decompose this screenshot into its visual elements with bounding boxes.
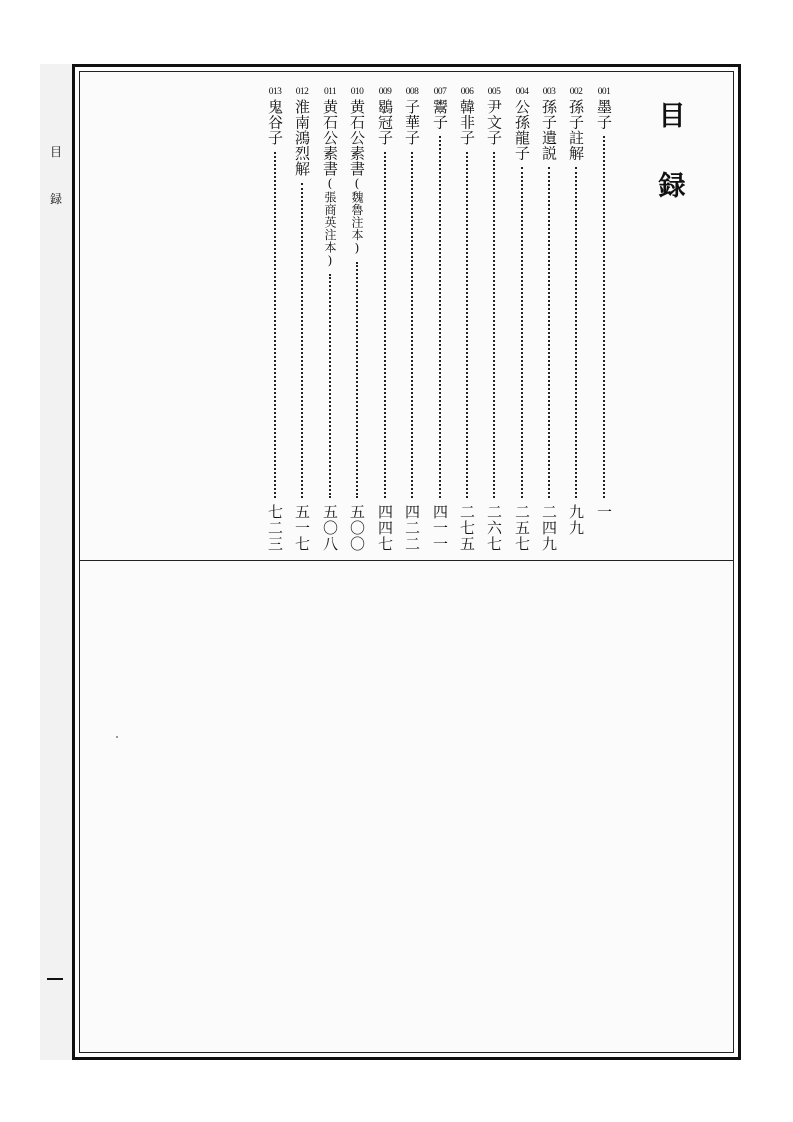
- toc-leader-dots: [575, 167, 577, 498]
- toc-entry-title: [593, 99, 615, 130]
- toc-page-number: 五一七: [293, 504, 311, 552]
- toc-entry-title-text: 孫子遺説: [540, 99, 558, 161]
- toc-leader-dots: [274, 152, 276, 498]
- toc-entry-number: 005: [487, 87, 501, 97]
- toc-leader-dots: [329, 274, 331, 498]
- toc-page-number: 四二二: [403, 504, 421, 552]
- toc-entry: [264, 86, 286, 566]
- toc-page-number: 五〇〇: [348, 504, 366, 552]
- toc-leader-dots: [301, 183, 303, 498]
- toc-entry-number: 002: [569, 87, 583, 97]
- toc-leader-dots: [603, 136, 605, 498]
- toc-page-number: 二七五: [458, 504, 476, 552]
- toc-entry-title: [346, 99, 368, 256]
- toc-page-number: 九九: [567, 504, 585, 536]
- toc-entry: [565, 86, 587, 566]
- toc-entry-title-text: 尹文子: [485, 99, 503, 146]
- toc-entry-title: [401, 99, 423, 146]
- toc-entry-title-text: 黄石公素書: [348, 99, 366, 177]
- toc-entry-title: [483, 99, 505, 146]
- folio-number: [47, 978, 63, 980]
- toc-entry-title: [264, 99, 286, 146]
- toc-leader-dots: [356, 262, 358, 498]
- toc-page-number: 二四九: [540, 504, 558, 552]
- toc-entry-title-text: 鶡冠子: [376, 99, 394, 146]
- toc-entry-number: 006: [460, 87, 474, 97]
- toc-entry-number: 013: [268, 87, 282, 97]
- toc-page-number: 二六七: [485, 504, 503, 552]
- running-head-char-2: 録: [50, 192, 63, 206]
- toc-entry-number: 004: [515, 87, 529, 97]
- toc-entry: [401, 86, 423, 566]
- toc-entry-subtitle: (張商英注本): [323, 176, 337, 268]
- toc-page-number: 四一一: [431, 504, 449, 552]
- toc-page-number: 七二三: [266, 504, 284, 552]
- toc-page-number: 四四七: [376, 504, 394, 552]
- left-margin-strip: [40, 64, 72, 1060]
- toc-leader-dots: [439, 136, 441, 498]
- toc-entry-subtitle: (魏魯注本): [350, 176, 364, 256]
- toc-entry-title-text: 鬼谷子: [266, 99, 284, 146]
- toc-entry-title: [429, 99, 451, 130]
- toc-entry-title-text: 淮南鴻烈解: [293, 99, 311, 177]
- toc-entry-title: [511, 99, 533, 161]
- toc-entry-title: [374, 99, 396, 146]
- toc-entry: [346, 86, 368, 566]
- toc-entry-title-text: 公孫龍子: [513, 99, 531, 161]
- heading-char-1: 目: [658, 101, 686, 132]
- toc-entry: [429, 86, 451, 566]
- toc-page-number: 一: [595, 504, 613, 520]
- toc-entry: [593, 86, 615, 566]
- toc-entry-title-text: 黄石公素書: [321, 99, 339, 177]
- toc-entry-title: [565, 99, 587, 161]
- toc-leader-dots: [493, 152, 495, 498]
- toc-entry-title-text: 鬻子: [431, 99, 449, 130]
- toc-entry-number: 003: [542, 87, 556, 97]
- toc-entry-number: 008: [405, 87, 419, 97]
- running-head-char-1: 目: [50, 145, 63, 159]
- toc-entry: [319, 86, 341, 566]
- toc-leader-dots: [548, 167, 550, 498]
- toc-entry: [511, 86, 533, 566]
- toc-leader-dots: [384, 152, 386, 498]
- heading-char-2: 録: [658, 171, 686, 202]
- toc-entry-number: 009: [378, 87, 392, 97]
- toc-entry-number: 012: [295, 87, 309, 97]
- toc-entry: [456, 86, 478, 566]
- toc-entry-title: [538, 99, 560, 161]
- scan-speck: [116, 736, 118, 738]
- toc-entry-title-text: 子華子: [403, 99, 421, 146]
- toc-entry: [483, 86, 505, 566]
- toc-leader-dots: [521, 167, 523, 498]
- toc-entry: [291, 86, 313, 566]
- toc-entry-title: [456, 99, 478, 146]
- toc-leader-dots: [411, 152, 413, 498]
- toc-page-number: 二五七: [513, 504, 531, 552]
- toc-leader-dots: [466, 152, 468, 498]
- toc-entry-title: [319, 99, 341, 268]
- toc-page-number: 五〇八: [321, 504, 339, 552]
- toc-entry-number: 011: [323, 87, 337, 97]
- toc-entry-title-text: 孫子註解: [567, 99, 585, 161]
- toc-entry-number: 001: [597, 87, 611, 97]
- toc-entry-title: [291, 99, 313, 177]
- toc-entry-title-text: 墨子: [595, 99, 613, 130]
- toc-entry-number: 010: [350, 87, 364, 97]
- toc-entry-number: 007: [433, 87, 447, 97]
- toc-entry: [374, 86, 396, 566]
- toc-entry-title-text: 韓非子: [458, 99, 476, 146]
- toc-entry: [538, 86, 560, 566]
